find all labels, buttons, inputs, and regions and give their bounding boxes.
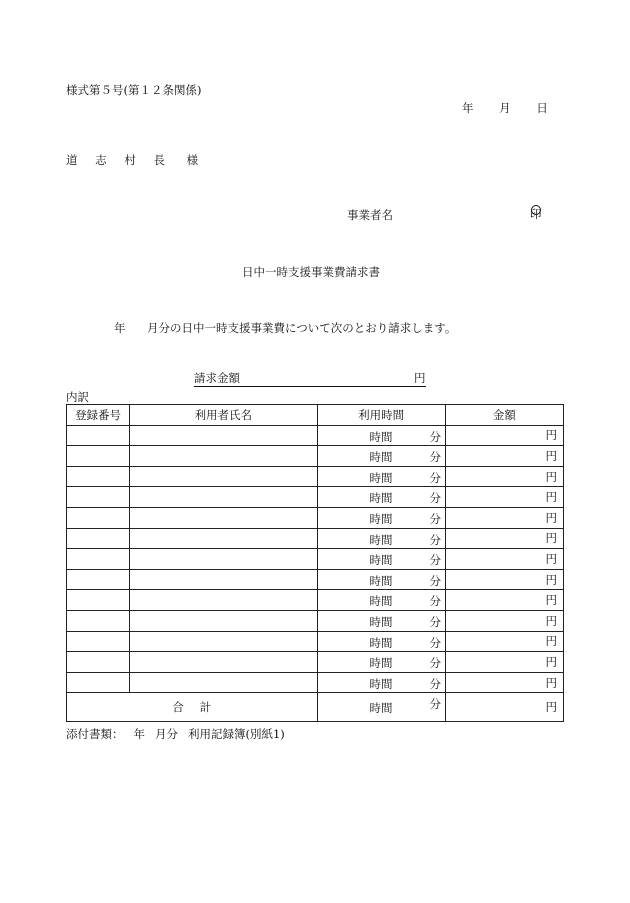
registration-number-cell[interactable] xyxy=(67,487,130,508)
hours-unit: 時間 xyxy=(369,614,393,629)
minutes-unit: 分 xyxy=(429,594,441,609)
table-header-row xyxy=(67,405,564,426)
total-label-part: 合 xyxy=(172,700,184,715)
usage-time-cell[interactable] xyxy=(317,425,445,446)
statement-text: 月分の日中一時支援事業費について次のとおり請求します。 xyxy=(147,321,457,335)
minutes-unit: 分 xyxy=(429,450,441,465)
table-row xyxy=(67,487,564,508)
user-name-cell[interactable] xyxy=(130,549,317,570)
user-name-cell[interactable] xyxy=(130,446,317,467)
date-month: 月 xyxy=(499,101,511,115)
hours-unit: 時間 xyxy=(369,594,393,609)
header-usage-time: 利用時間 xyxy=(317,405,445,426)
user-name-cell[interactable] xyxy=(130,507,317,528)
table-row xyxy=(67,425,564,446)
registration-number-cell[interactable] xyxy=(67,528,130,549)
registration-number-cell[interactable] xyxy=(67,610,130,631)
table-row xyxy=(67,590,564,611)
amount-cell[interactable]: 円 xyxy=(445,425,563,446)
date-year: 年 xyxy=(462,101,474,115)
total-minutes-unit: 分 xyxy=(429,697,441,712)
amount-cell[interactable]: 円 xyxy=(445,507,563,528)
total-time-cell[interactable] xyxy=(317,693,445,722)
user-name-cell[interactable] xyxy=(130,528,317,549)
minutes-unit: 分 xyxy=(429,532,441,547)
usage-time-cell[interactable] xyxy=(317,446,445,467)
minutes-unit: 分 xyxy=(429,429,441,444)
amount-cell[interactable]: 円 xyxy=(445,610,563,631)
usage-time-cell[interactable] xyxy=(317,590,445,611)
table-row xyxy=(67,672,564,693)
usage-time-cell[interactable] xyxy=(317,466,445,487)
minutes-unit: 分 xyxy=(429,511,441,526)
table-row xyxy=(67,610,564,631)
header-registration-number: 登録番号 xyxy=(67,405,130,426)
amount-cell[interactable]: 円 xyxy=(445,466,563,487)
registration-number-cell[interactable] xyxy=(67,652,130,673)
claim-amount-field[interactable] xyxy=(240,374,414,387)
recipient-part: 村 xyxy=(124,153,136,167)
hours-unit: 時間 xyxy=(369,470,393,485)
user-name-cell[interactable] xyxy=(130,631,317,652)
hours-unit: 時間 xyxy=(369,635,393,650)
total-label-part: 計 xyxy=(199,700,212,715)
claim-amount-label: 請求金額 xyxy=(194,371,240,385)
usage-time-cell[interactable] xyxy=(317,528,445,549)
claim-amount xyxy=(194,370,426,387)
breakdown-table xyxy=(66,404,564,722)
table-row xyxy=(67,507,564,528)
user-name-cell[interactable] xyxy=(130,487,317,508)
usage-time-cell[interactable] xyxy=(317,672,445,693)
breakdown-label: 内訳 xyxy=(66,390,89,404)
user-name-cell[interactable] xyxy=(130,425,317,446)
usage-time-cell[interactable] xyxy=(317,549,445,570)
user-name-cell[interactable] xyxy=(130,466,317,487)
minutes-unit: 分 xyxy=(429,614,441,629)
registration-number-cell[interactable] xyxy=(67,631,130,652)
hours-unit: 時間 xyxy=(369,511,393,526)
attachments-doc: 利用記録簿(別紙1) xyxy=(188,727,285,741)
recipient-part: 志 xyxy=(95,153,107,167)
minutes-unit: 分 xyxy=(429,635,441,650)
usage-time-cell[interactable] xyxy=(317,631,445,652)
form-number: 様式第５号(第１２条関係) xyxy=(66,83,202,97)
minutes-unit: 分 xyxy=(429,470,441,485)
document-title: 日中一時支援事業費請求書 xyxy=(242,265,380,279)
amount-cell[interactable]: 円 xyxy=(445,487,563,508)
amount-cell[interactable]: 円 xyxy=(445,672,563,693)
amount-cell[interactable]: 円 xyxy=(445,590,563,611)
hours-unit: 時間 xyxy=(369,532,393,547)
registration-number-cell[interactable] xyxy=(67,446,130,467)
table-row xyxy=(67,631,564,652)
hours-unit: 時間 xyxy=(369,676,393,691)
total-label xyxy=(67,693,318,722)
date-day: 日 xyxy=(536,101,548,115)
amount-cell[interactable]: 円 xyxy=(445,631,563,652)
user-name-cell[interactable] xyxy=(130,652,317,673)
total-hours-unit: 時間 xyxy=(369,701,393,716)
registration-number-cell[interactable] xyxy=(67,549,130,570)
minutes-unit: 分 xyxy=(429,553,441,568)
recipient xyxy=(66,152,212,168)
registration-number-cell[interactable] xyxy=(67,569,130,590)
registration-number-cell[interactable] xyxy=(67,507,130,528)
usage-time-cell[interactable] xyxy=(317,652,445,673)
hours-unit: 時間 xyxy=(369,491,393,506)
registration-number-cell[interactable] xyxy=(67,672,130,693)
table-row xyxy=(67,446,564,467)
recipient-honorific: 様 xyxy=(186,153,199,167)
amount-cell[interactable]: 円 xyxy=(445,446,563,467)
amount-cell[interactable]: 円 xyxy=(445,528,563,549)
minutes-unit: 分 xyxy=(429,491,441,506)
attachments-line xyxy=(66,726,285,742)
attachments-label: 添付書類： xyxy=(66,727,124,741)
minutes-unit: 分 xyxy=(429,573,441,588)
registration-number-cell[interactable] xyxy=(67,466,130,487)
seal-mark: 印 xyxy=(530,207,542,221)
table-row xyxy=(67,652,564,673)
hours-unit: 時間 xyxy=(369,553,393,568)
usage-time-cell[interactable] xyxy=(317,569,445,590)
recipient-part: 道 xyxy=(66,153,78,167)
table-row xyxy=(67,569,564,590)
minutes-unit: 分 xyxy=(429,676,441,691)
recipient-part: 長 xyxy=(153,153,165,167)
registration-number-cell[interactable] xyxy=(67,590,130,611)
hours-unit: 時間 xyxy=(369,450,393,465)
table-row xyxy=(67,528,564,549)
claim-amount-unit: 円 xyxy=(414,371,426,385)
date-line xyxy=(462,100,548,116)
request-statement xyxy=(114,320,456,336)
amount-cell[interactable]: 円 xyxy=(445,549,563,570)
usage-time-cell[interactable] xyxy=(317,610,445,631)
user-name-cell[interactable] xyxy=(130,610,317,631)
hours-unit: 時間 xyxy=(369,656,393,671)
usage-time-cell[interactable] xyxy=(317,487,445,508)
business-name-label: 事業者名 xyxy=(347,208,393,222)
amount-cell[interactable]: 円 xyxy=(445,569,563,590)
header-amount: 金額 xyxy=(445,405,563,426)
table-row xyxy=(67,549,564,570)
hours-unit: 時間 xyxy=(369,429,393,444)
attachments-year: 年 xyxy=(133,727,145,741)
total-row xyxy=(67,693,564,722)
registration-number-cell[interactable] xyxy=(67,425,130,446)
attachments-month: 月分 xyxy=(155,727,178,741)
usage-time-cell[interactable] xyxy=(317,507,445,528)
table-row xyxy=(67,466,564,487)
hours-unit: 時間 xyxy=(369,573,393,588)
total-amount-cell[interactable]: 円 xyxy=(445,693,563,722)
user-name-cell[interactable] xyxy=(130,590,317,611)
user-name-cell[interactable] xyxy=(130,672,317,693)
amount-cell[interactable]: 円 xyxy=(445,652,563,673)
minutes-unit: 分 xyxy=(429,656,441,671)
header-user-name: 利用者氏名 xyxy=(130,405,317,426)
statement-year: 年 xyxy=(114,321,126,335)
user-name-cell[interactable] xyxy=(130,569,317,590)
